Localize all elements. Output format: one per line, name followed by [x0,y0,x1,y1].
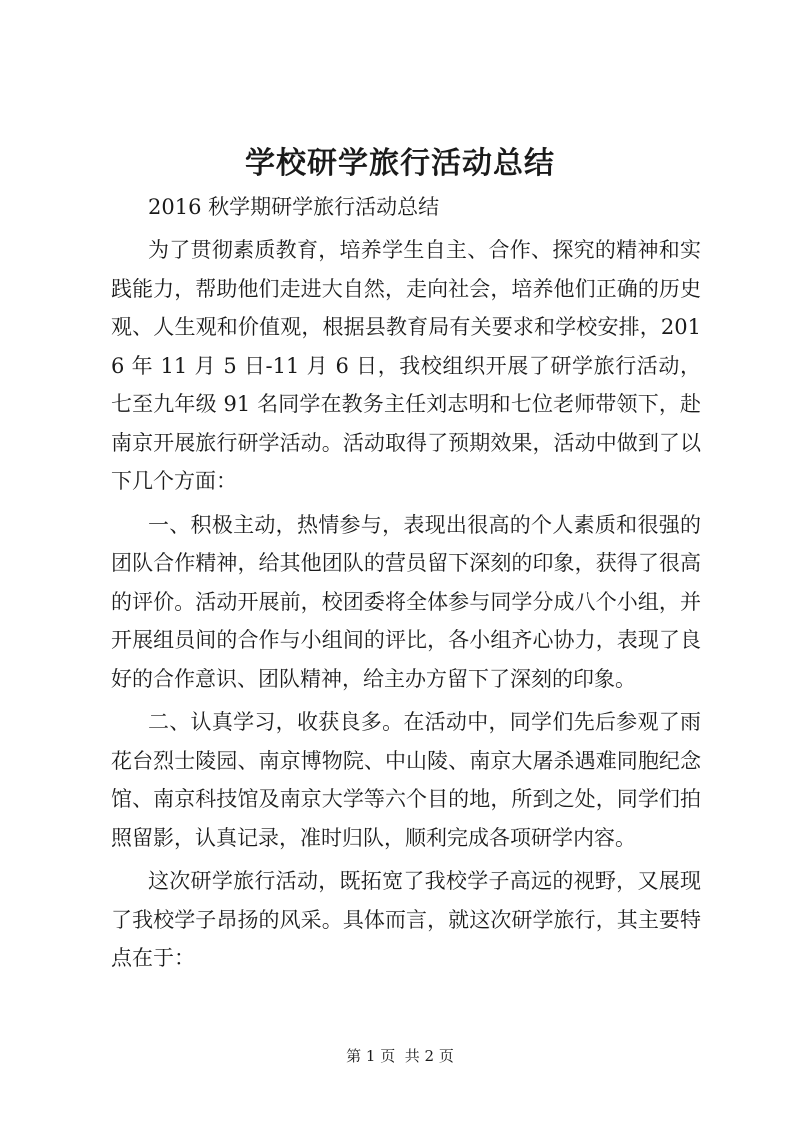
page-footer [0,1045,800,1066]
paragraph-point-one: 一、积极主动，热情参与，表现出很高的个人素质和很强的团队合作精神，给其他团队的营员留下深刻的印象，获得了很高的评价。活动开展前，校团委将全体参与同学分成八个小组，并开展组员间的合作与小组间的评比，各小组齐心协力，表现了良好的合作意识、团队精神，给主办方留下了深刻的印象。 [111,512,701,691]
paragraph-intro: 为了贯彻素质教育，培养学生自主、合作、探究的精神和实践能力，帮助他们走进大自然，走向社会，培养他们正确的历史观、人生观和价值观，根据县教育局有关要求和学校安排，2016 年 11 月 5 日-11 月 6 日，我校组织开展了研学旅行活动，七至九年级 91 名同学在教务主任刘志明和七位老师带领下，赴南京开展旅行研学活动。活动取得了预期效果，活动中做到了以下几个方面： [111,238,701,493]
page-total: 共 2 页 [404,1047,454,1065]
paragraph-point-two: 二、认真学习，收获良多。在活动中，同学们先后参观了雨花台烈士陵园、南京博物院、中山陵、南京大屠杀遇难同胞纪念馆、南京科技馆及南京大学等六个目的地，所到之处，同学们拍照留影，认真记录，准时归队，顺利完成各项研学内容。 [111,710,701,850]
page-number: 第 1 页 [346,1047,396,1065]
document-body [111,231,701,983]
paragraph-summary: 这次研学旅行活动，既拓宽了我校学子高远的视野，又展现了我校学子昂扬的风采。具体而言，就这次研学旅行，其主要特点在于： [111,869,701,970]
document-title: 学校研学旅行活动总结 [245,146,555,181]
document-subtitle: 2016 秋学期研学旅行活动总结 [148,195,440,219]
